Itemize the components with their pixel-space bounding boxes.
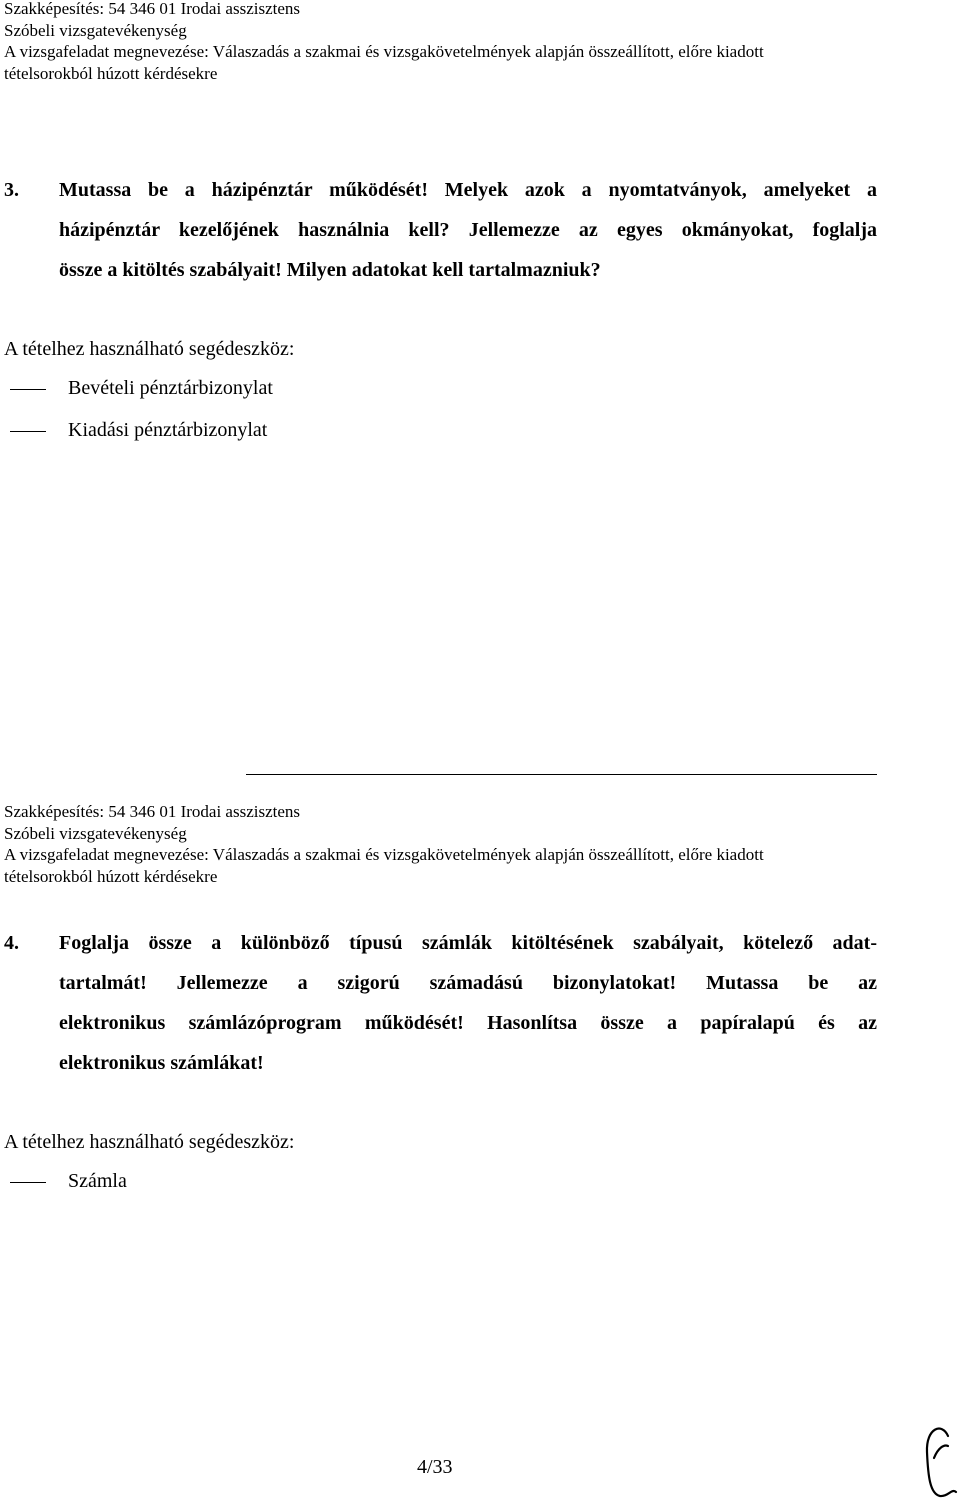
tools-label: A tételhez használható segédeszköz: xyxy=(4,338,295,360)
question-text-line: tartalmát! Jellemezze a szigorú számadású bizonylatokat! Mutassa be az xyxy=(59,972,877,994)
question-text-line: össze a kitöltés szabályait! Milyen adatokat kell tartalmazniuk? xyxy=(59,259,601,281)
question-3 xyxy=(4,170,877,290)
tool-item xyxy=(10,419,267,442)
question-row xyxy=(4,250,877,290)
qualification-line: Szakképesítés: 54 346 01 Irodai asszisztens xyxy=(4,802,301,821)
task-name-line: A vizsgafeladat megnevezése: Válaszadás a szakmai és vizsgakövetelmények alapján összeállított, előre kiadott xyxy=(4,42,764,61)
exam-header-2 xyxy=(4,801,904,887)
question-text-line: elektronikus számlázóprogram működését! Hasonlítsa össze a papíralapú és az xyxy=(59,1012,877,1034)
dash-bullet xyxy=(10,431,46,433)
dash-bullet xyxy=(10,389,46,391)
tool-item-label: Számla xyxy=(68,1170,127,1192)
question-text-line: Foglalja össze a különböző típusú számlák kitöltésének szabályait, kötelező adat- xyxy=(59,932,877,954)
question-number: 3. xyxy=(4,179,19,201)
exam-activity-line: Szóbeli vizsgatevékenység xyxy=(4,20,187,40)
signature-mark xyxy=(918,1418,960,1503)
page-number: 4/33 xyxy=(417,1456,453,1478)
exam-header-1 xyxy=(4,0,904,84)
exam-activity-line: Szóbeli vizsgatevékenység xyxy=(4,823,187,843)
question-row xyxy=(4,923,877,963)
tool-item-label: Kiadási pénztárbizonylat xyxy=(68,419,268,441)
question-text-line: házipénztár kezelőjének használnia kell? Jellemezze az egyes okmányokat, foglalja xyxy=(59,219,877,241)
tools-label: A tételhez használható segédeszköz: xyxy=(4,1131,295,1153)
task-name-line: A vizsgafeladat megnevezése: Válaszadás a szakmai és vizsgakövetelmények alapján összeállított, előre kiadott xyxy=(4,845,764,864)
qualification-line: Szakképesítés: 54 346 01 Irodai asszisztens xyxy=(4,0,301,18)
question-row xyxy=(4,1043,877,1083)
question-number: 4. xyxy=(4,932,19,954)
tool-item xyxy=(10,377,273,400)
question-4 xyxy=(4,923,877,1083)
question-text-line: elektronikus számlákat! xyxy=(59,1052,264,1074)
question-row xyxy=(4,963,877,1003)
tool-item-label: Bevételi pénztárbizonylat xyxy=(68,377,273,399)
task-name-line-cont: tételsorokból húzott kérdésekre xyxy=(4,866,218,886)
question-row xyxy=(4,170,877,210)
question-row xyxy=(4,1003,877,1043)
dash-bullet xyxy=(10,1182,46,1184)
question-text-line: Mutassa be a házipénztár működését! Melyek azok a nyomtatványok, amelyeket a xyxy=(59,179,877,201)
question-row xyxy=(4,210,877,250)
tool-item xyxy=(10,1170,127,1193)
section-divider xyxy=(246,774,877,775)
task-name-line-cont: tételsorokból húzott kérdésekre xyxy=(4,63,218,83)
